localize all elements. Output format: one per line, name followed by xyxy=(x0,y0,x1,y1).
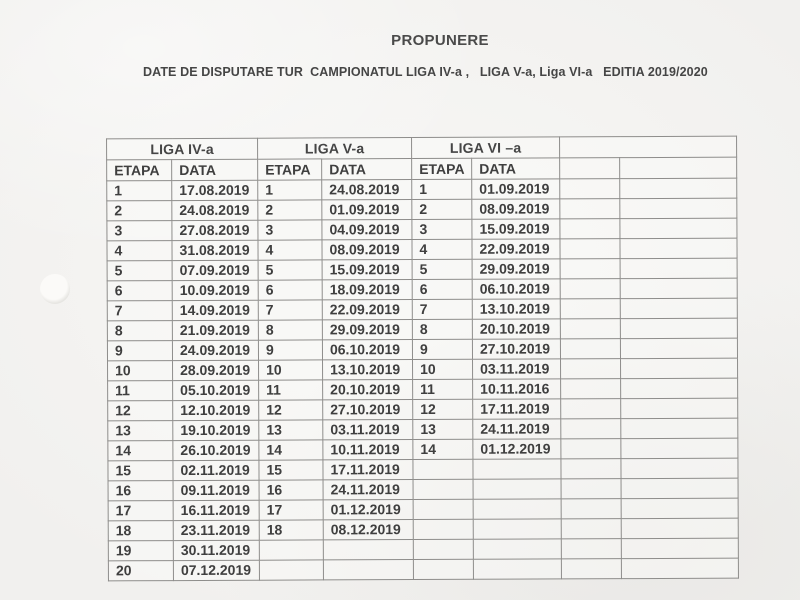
date-cell xyxy=(620,178,737,199)
table-row xyxy=(108,498,738,521)
etapa-cell xyxy=(561,459,621,479)
etapa-cell: 9 xyxy=(412,339,472,359)
etapa-cell: 6 xyxy=(107,281,172,301)
date-cell xyxy=(621,498,738,519)
etapa-cell xyxy=(561,439,621,459)
date-cell: 31.08.2019 xyxy=(172,240,258,260)
column-header-data: DATA xyxy=(172,159,258,180)
etapa-cell: 1 xyxy=(107,181,172,201)
date-cell: 10.11.2019 xyxy=(323,440,413,460)
date-cell: 03.11.2019 xyxy=(323,420,413,440)
etapa-cell: 7 xyxy=(258,300,322,320)
etapa-cell: 13 xyxy=(413,419,473,439)
etapa-cell xyxy=(561,359,621,379)
date-cell xyxy=(620,198,737,219)
date-cell: 06.10.2019 xyxy=(322,340,412,360)
date-cell: 24.11.2019 xyxy=(473,419,561,439)
etapa-cell xyxy=(413,459,473,479)
league-header-liga-iv: LIGA IV-a xyxy=(107,138,258,160)
etapa-cell: 1 xyxy=(258,180,322,200)
etapa-cell xyxy=(413,559,473,579)
date-cell: 19.10.2019 xyxy=(173,420,259,440)
date-cell: 07.09.2019 xyxy=(172,260,258,280)
date-cell: 24.08.2019 xyxy=(172,200,258,220)
table-row xyxy=(108,438,738,461)
table-row xyxy=(107,178,737,201)
date-cell: 27.08.2019 xyxy=(172,220,258,240)
date-cell: 17.11.2019 xyxy=(323,460,413,480)
date-cell: 08.09.2019 xyxy=(322,240,412,260)
date-cell xyxy=(473,459,561,479)
etapa-cell xyxy=(560,339,620,359)
column-header-empty xyxy=(560,158,620,179)
scan-smudge xyxy=(40,274,70,304)
date-cell: 05.10.2019 xyxy=(173,380,259,400)
etapa-cell: 12 xyxy=(259,400,323,420)
date-cell: 07.12.2019 xyxy=(173,560,259,580)
etapa-cell: 3 xyxy=(412,219,472,239)
date-cell: 09.11.2019 xyxy=(173,480,259,500)
etapa-cell xyxy=(561,519,621,539)
date-cell: 27.10.2019 xyxy=(323,400,413,420)
etapa-cell: 18 xyxy=(259,520,323,540)
table-row xyxy=(107,278,737,301)
etapa-cell xyxy=(560,179,620,199)
etapa-cell: 3 xyxy=(258,220,322,240)
etapa-cell: 4 xyxy=(258,240,322,260)
date-cell: 21.09.2019 xyxy=(172,320,258,340)
schedule-table xyxy=(106,136,739,582)
etapa-cell xyxy=(561,379,621,399)
etapa-cell: 9 xyxy=(258,340,322,360)
date-cell xyxy=(621,518,738,539)
etapa-cell: 7 xyxy=(412,299,472,319)
etapa-cell xyxy=(560,259,620,279)
table-row xyxy=(108,538,738,561)
date-cell xyxy=(621,398,738,419)
date-cell: 15.09.2019 xyxy=(472,219,560,239)
date-cell xyxy=(620,298,737,319)
date-cell xyxy=(621,358,738,379)
date-cell xyxy=(621,438,738,459)
date-cell: 13.10.2019 xyxy=(472,299,560,319)
etapa-cell: 14 xyxy=(413,439,473,459)
date-cell: 01.09.2019 xyxy=(472,179,560,199)
etapa-cell: 11 xyxy=(259,380,323,400)
etapa-cell: 16 xyxy=(108,481,173,501)
league-header-liga-vi: LIGA VI –a xyxy=(412,137,560,159)
date-cell xyxy=(621,458,738,479)
date-cell xyxy=(621,418,738,439)
date-cell: 01.12.2019 xyxy=(473,439,561,459)
date-cell: 24.11.2019 xyxy=(323,480,413,500)
column-header-empty xyxy=(620,157,737,179)
etapa-cell xyxy=(413,539,473,559)
table-row xyxy=(107,198,737,221)
date-cell: 08.12.2019 xyxy=(323,520,413,540)
etapa-cell: 12 xyxy=(108,401,173,421)
date-cell: 30.11.2019 xyxy=(173,540,259,560)
date-cell: 29.09.2019 xyxy=(322,320,412,340)
date-cell: 27.10.2019 xyxy=(472,339,560,359)
date-cell: 18.09.2019 xyxy=(322,280,412,300)
etapa-cell: 2 xyxy=(412,199,472,219)
column-header-etapa: ETAPA xyxy=(412,158,472,179)
date-cell: 29.09.2019 xyxy=(472,259,560,279)
date-cell: 23.11.2019 xyxy=(173,520,259,540)
table-row xyxy=(108,518,738,541)
table-row xyxy=(108,398,738,421)
column-header-row xyxy=(107,157,737,181)
etapa-cell: 2 xyxy=(107,201,172,221)
etapa-cell: 5 xyxy=(258,260,322,280)
etapa-cell: 10 xyxy=(259,360,323,380)
date-cell: 20.10.2019 xyxy=(472,319,560,339)
date-cell: 22.09.2019 xyxy=(472,239,560,259)
column-header-etapa: ETAPA xyxy=(107,160,172,181)
etapa-cell: 18 xyxy=(108,521,173,541)
etapa-cell: 14 xyxy=(259,440,323,460)
etapa-cell: 17 xyxy=(259,500,323,520)
league-header-liga-v: LIGA V-a xyxy=(258,138,412,160)
league-header-empty xyxy=(560,136,737,158)
table-row xyxy=(108,358,738,381)
date-cell: 15.09.2019 xyxy=(322,260,412,280)
date-cell: 28.09.2019 xyxy=(173,360,259,380)
etapa-cell: 2 xyxy=(258,200,322,220)
etapa-cell: 1 xyxy=(412,179,472,199)
date-cell: 06.10.2019 xyxy=(472,279,560,299)
etapa-cell xyxy=(561,559,621,579)
table-row xyxy=(107,318,737,341)
date-cell xyxy=(621,478,738,499)
date-cell: 22.09.2019 xyxy=(322,300,412,320)
date-cell xyxy=(473,479,561,499)
date-cell: 14.09.2019 xyxy=(172,300,258,320)
etapa-cell: 8 xyxy=(258,320,322,340)
etapa-cell: 5 xyxy=(107,261,172,281)
table-row xyxy=(108,558,738,581)
etapa-cell: 17 xyxy=(108,501,173,521)
etapa-cell: 14 xyxy=(108,441,173,461)
table-row xyxy=(107,298,737,321)
date-cell: 12.10.2019 xyxy=(173,400,259,420)
etapa-cell: 8 xyxy=(107,321,172,341)
date-cell: 26.10.2019 xyxy=(173,440,259,460)
date-cell xyxy=(620,238,737,259)
date-cell xyxy=(323,540,413,560)
date-cell: 10.11.2016 xyxy=(473,379,561,399)
etapa-cell: 11 xyxy=(108,381,173,401)
table-row xyxy=(107,338,737,361)
etapa-cell xyxy=(561,419,621,439)
etapa-cell: 13 xyxy=(259,420,323,440)
etapa-cell xyxy=(413,519,473,539)
date-cell: 03.11.2019 xyxy=(473,359,561,379)
table-row xyxy=(107,218,737,241)
etapa-cell: 15 xyxy=(108,461,173,481)
etapa-cell: 12 xyxy=(413,399,473,419)
table-row xyxy=(108,418,738,441)
date-cell xyxy=(473,539,561,559)
table-row xyxy=(107,238,737,261)
etapa-cell: 5 xyxy=(412,259,472,279)
date-cell xyxy=(621,538,738,559)
column-header-data: DATA xyxy=(322,159,412,180)
etapa-cell xyxy=(561,399,621,419)
date-cell: 02.11.2019 xyxy=(173,460,259,480)
date-cell: 17.11.2019 xyxy=(473,399,561,419)
table-row xyxy=(107,258,737,281)
etapa-cell: 15 xyxy=(259,460,323,480)
etapa-cell xyxy=(561,539,621,559)
date-cell: 17.08.2019 xyxy=(172,180,258,200)
etapa-cell xyxy=(560,319,620,339)
etapa-cell xyxy=(259,560,323,580)
etapa-cell: 20 xyxy=(108,561,173,581)
etapa-cell: 8 xyxy=(412,319,472,339)
date-cell: 20.10.2019 xyxy=(323,380,413,400)
document-subtitle: DATE DE DISPUTARE TUR CAMPIONATUL LIGA IV-a , LIGA V-a, Liga VI-a EDITIA 2019/2020 xyxy=(143,65,708,79)
etapa-cell xyxy=(560,199,620,219)
date-cell xyxy=(620,258,737,279)
date-cell: 13.10.2019 xyxy=(323,360,413,380)
etapa-cell xyxy=(413,499,473,519)
league-header-row xyxy=(107,136,737,160)
etapa-cell: 11 xyxy=(413,379,473,399)
etapa-cell xyxy=(560,299,620,319)
date-cell: 16.11.2019 xyxy=(173,500,259,520)
etapa-cell: 3 xyxy=(107,221,172,241)
document-title: PROPUNERE xyxy=(391,32,489,49)
date-cell xyxy=(473,519,561,539)
table-row xyxy=(108,478,738,501)
etapa-cell xyxy=(413,479,473,499)
etapa-cell: 10 xyxy=(108,361,173,381)
column-header-data: DATA xyxy=(472,158,560,179)
etapa-cell xyxy=(560,279,620,299)
date-cell xyxy=(620,318,737,339)
date-cell: 10.09.2019 xyxy=(172,280,258,300)
etapa-cell: 4 xyxy=(107,241,172,261)
date-cell xyxy=(473,559,561,579)
etapa-cell: 16 xyxy=(259,480,323,500)
etapa-cell xyxy=(561,499,621,519)
date-cell: 24.08.2019 xyxy=(322,180,412,200)
etapa-cell xyxy=(259,540,323,560)
etapa-cell: 19 xyxy=(108,541,173,561)
date-cell xyxy=(323,560,413,580)
etapa-cell: 6 xyxy=(258,280,322,300)
etapa-cell: 6 xyxy=(412,279,472,299)
date-cell: 01.09.2019 xyxy=(322,200,412,220)
date-cell xyxy=(620,218,737,239)
date-cell: 24.09.2019 xyxy=(172,340,258,360)
date-cell xyxy=(620,338,737,359)
etapa-cell xyxy=(561,479,621,499)
date-cell: 08.09.2019 xyxy=(472,199,560,219)
date-cell xyxy=(620,278,737,299)
etapa-cell: 4 xyxy=(412,239,472,259)
date-cell: 04.09.2019 xyxy=(322,220,412,240)
date-cell: 01.12.2019 xyxy=(323,500,413,520)
etapa-cell: 13 xyxy=(108,421,173,441)
column-header-etapa: ETAPA xyxy=(258,159,322,180)
date-cell xyxy=(621,378,738,399)
date-cell xyxy=(621,558,738,579)
etapa-cell: 9 xyxy=(107,341,172,361)
etapa-cell xyxy=(560,219,620,239)
table-row xyxy=(108,458,738,481)
date-cell xyxy=(473,499,561,519)
etapa-cell xyxy=(560,239,620,259)
etapa-cell: 10 xyxy=(413,359,473,379)
etapa-cell: 7 xyxy=(107,301,172,321)
table-row xyxy=(108,378,738,401)
table-body xyxy=(107,178,739,581)
